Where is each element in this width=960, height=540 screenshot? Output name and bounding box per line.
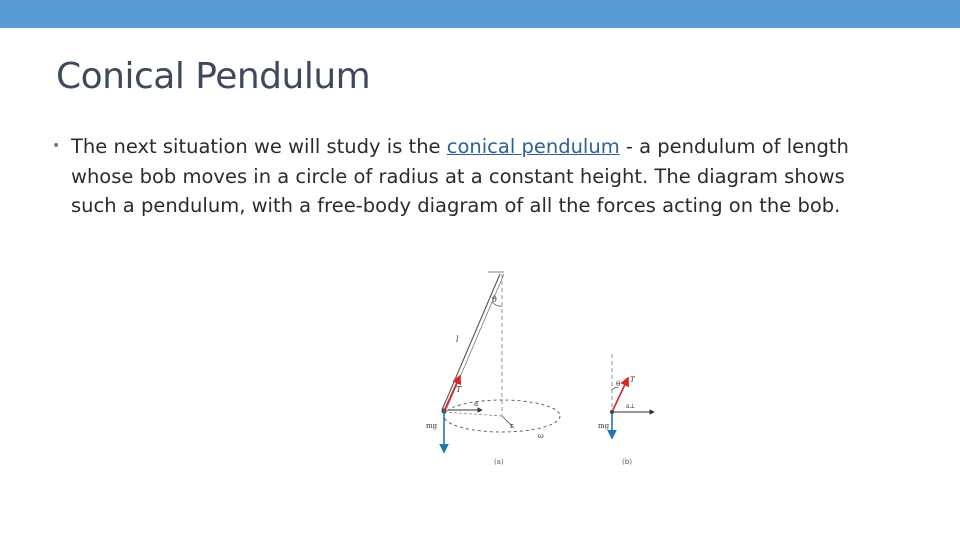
top-accent-bar bbox=[0, 0, 960, 28]
label-theta: θ bbox=[492, 295, 497, 304]
fbd-bob bbox=[610, 410, 614, 414]
panel-b bbox=[598, 354, 654, 466]
fbd-label-theta: θ bbox=[616, 380, 621, 388]
conical-pendulum-link[interactable]: conical pendulum bbox=[446, 135, 620, 158]
label-r: r bbox=[510, 422, 514, 430]
caption-b: (b) bbox=[622, 458, 632, 466]
bullet-text-suffix: - a pendulum of length whose bob moves in a circle of radius at a constant height. The diagram shows such a pendulum, with a free-body diagram of all the forces acting on the bob. bbox=[71, 135, 849, 217]
label-length: l bbox=[456, 335, 459, 344]
caption-a: (a) bbox=[494, 458, 504, 466]
bullet-text-prefix: The next situation we will study is the bbox=[71, 135, 447, 158]
bullet-paragraph bbox=[52, 132, 892, 221]
slide-title: Conical Pendulum bbox=[56, 56, 371, 97]
label-mg-a: mg bbox=[426, 422, 438, 430]
panel-a bbox=[426, 272, 560, 466]
bullet-dot-icon: • bbox=[52, 138, 61, 154]
label-T-a: T bbox=[456, 385, 462, 394]
radius-line bbox=[444, 412, 502, 416]
label-a: a bbox=[474, 400, 479, 408]
fbd-label-T: T bbox=[630, 376, 635, 384]
bullet-text bbox=[71, 132, 892, 221]
conical-pendulum-diagram bbox=[418, 268, 670, 474]
fbd-label-ac: a⊥ bbox=[626, 403, 636, 410]
label-omega: ω bbox=[538, 432, 544, 440]
fbd-label-mg: mg bbox=[598, 422, 610, 430]
